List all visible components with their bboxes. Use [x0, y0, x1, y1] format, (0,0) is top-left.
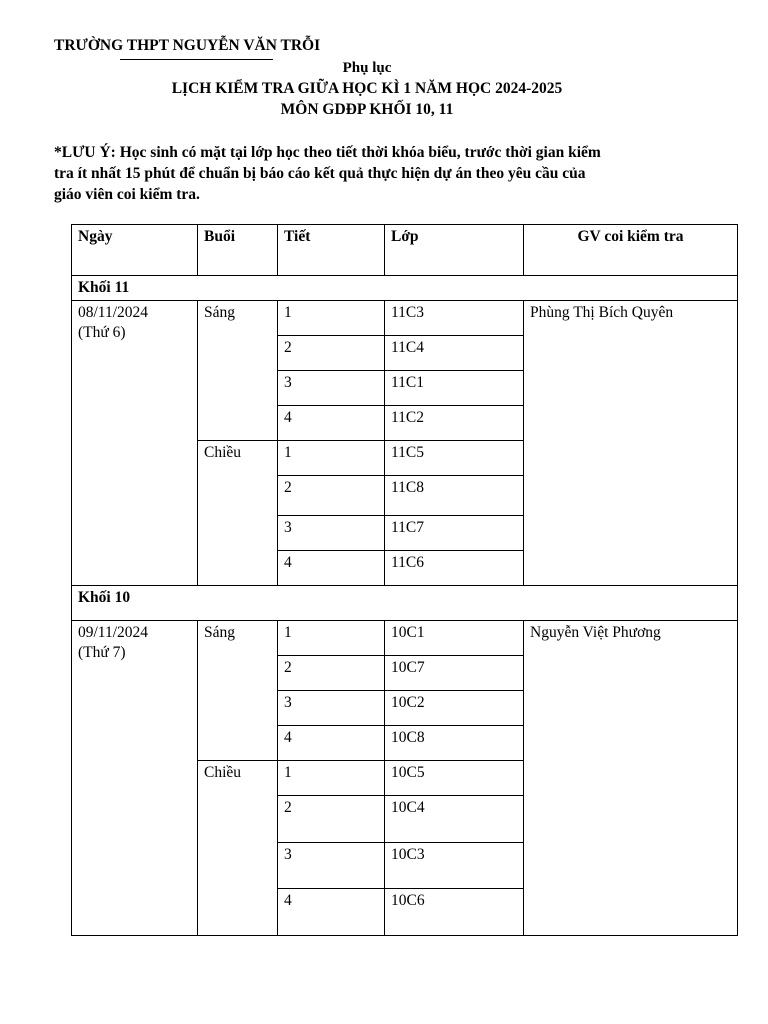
class-cell: 10C8: [385, 726, 524, 761]
period-cell: 1: [278, 441, 385, 476]
class-cell: 11C3: [385, 301, 524, 336]
schedule-table: [71, 224, 738, 936]
column-header-period: Tiết: [278, 225, 385, 276]
class-cell: 10C5: [385, 761, 524, 796]
class-cell: 10C3: [385, 843, 524, 889]
period-cell: 3: [278, 843, 385, 889]
class-cell: 10C2: [385, 691, 524, 726]
grade-label: Khối 11: [72, 276, 738, 301]
table-row: [72, 301, 738, 336]
column-header-session: Buổi: [198, 225, 278, 276]
grade-label: Khối 10: [72, 586, 738, 621]
teacher-cell: Phùng Thị Bích Quyên: [524, 301, 738, 586]
exam-date: 09/11/2024: [78, 624, 149, 641]
class-cell: 11C1: [385, 371, 524, 406]
period-cell: 1: [278, 301, 385, 336]
period-cell: 4: [278, 726, 385, 761]
table-header-row: [72, 225, 738, 276]
column-header-date: Ngày: [72, 225, 198, 276]
class-cell: 11C8: [385, 476, 524, 516]
period-cell: 2: [278, 336, 385, 371]
class-cell: 10C7: [385, 656, 524, 691]
date-cell: [72, 301, 198, 586]
period-cell: 4: [278, 551, 385, 586]
grade-row: [72, 586, 738, 621]
period-cell: 2: [278, 796, 385, 843]
class-cell: 11C2: [385, 406, 524, 441]
period-cell: 3: [278, 516, 385, 551]
document-title: LỊCH KIỂM TRA GIỮA HỌC KÌ 1 NĂM HỌC 2024-2025: [171, 80, 563, 97]
column-header-class: Lớp: [385, 225, 524, 276]
exam-date: 08/11/2024: [78, 304, 149, 321]
period-cell: 4: [278, 889, 385, 936]
class-cell: 11C6: [385, 551, 524, 586]
session-cell: Chiều: [198, 441, 278, 586]
column-header-teacher: GV coi kiểm tra: [524, 225, 738, 276]
note-line: giáo viên coi kiểm tra.: [54, 186, 200, 203]
exam-weekday: (Thứ 6): [78, 324, 126, 341]
note-line: *LƯU Ý: Học sinh có mặt tại lớp học theo tiết thời khóa biểu, trước thời gian kiểm: [54, 144, 601, 161]
note-block: [54, 142, 694, 205]
session-cell: Sáng: [198, 301, 278, 441]
session-cell: Sáng: [198, 621, 278, 761]
class-cell: 11C4: [385, 336, 524, 371]
class-cell: 10C6: [385, 889, 524, 936]
class-cell: 11C5: [385, 441, 524, 476]
class-cell: 11C7: [385, 516, 524, 551]
grade-row: [72, 276, 738, 301]
table-row: [72, 621, 738, 656]
period-cell: 2: [278, 476, 385, 516]
period-cell: 4: [278, 406, 385, 441]
period-cell: 1: [278, 761, 385, 796]
period-cell: 3: [278, 371, 385, 406]
session-cell: Chiều: [198, 761, 278, 936]
exam-weekday: (Thứ 7): [78, 644, 126, 661]
note-line: tra ít nhất 15 phút để chuẩn bị báo cáo kết quả thực hiện dự án theo yêu cầu của: [54, 165, 586, 182]
period-cell: 3: [278, 691, 385, 726]
document-subtitle: MÔN GDĐP KHỐI 10, 11: [280, 101, 454, 118]
class-cell: 10C1: [385, 621, 524, 656]
class-cell: 10C4: [385, 796, 524, 843]
teacher-cell: Nguyễn Việt Phương: [524, 621, 738, 936]
period-cell: 1: [278, 621, 385, 656]
appendix-label: Phụ lục: [342, 60, 392, 76]
period-cell: 2: [278, 656, 385, 691]
date-cell: [72, 621, 198, 936]
school-name: TRƯỜNG THPT NGUYỄN VĂN TRỖI: [54, 37, 321, 54]
